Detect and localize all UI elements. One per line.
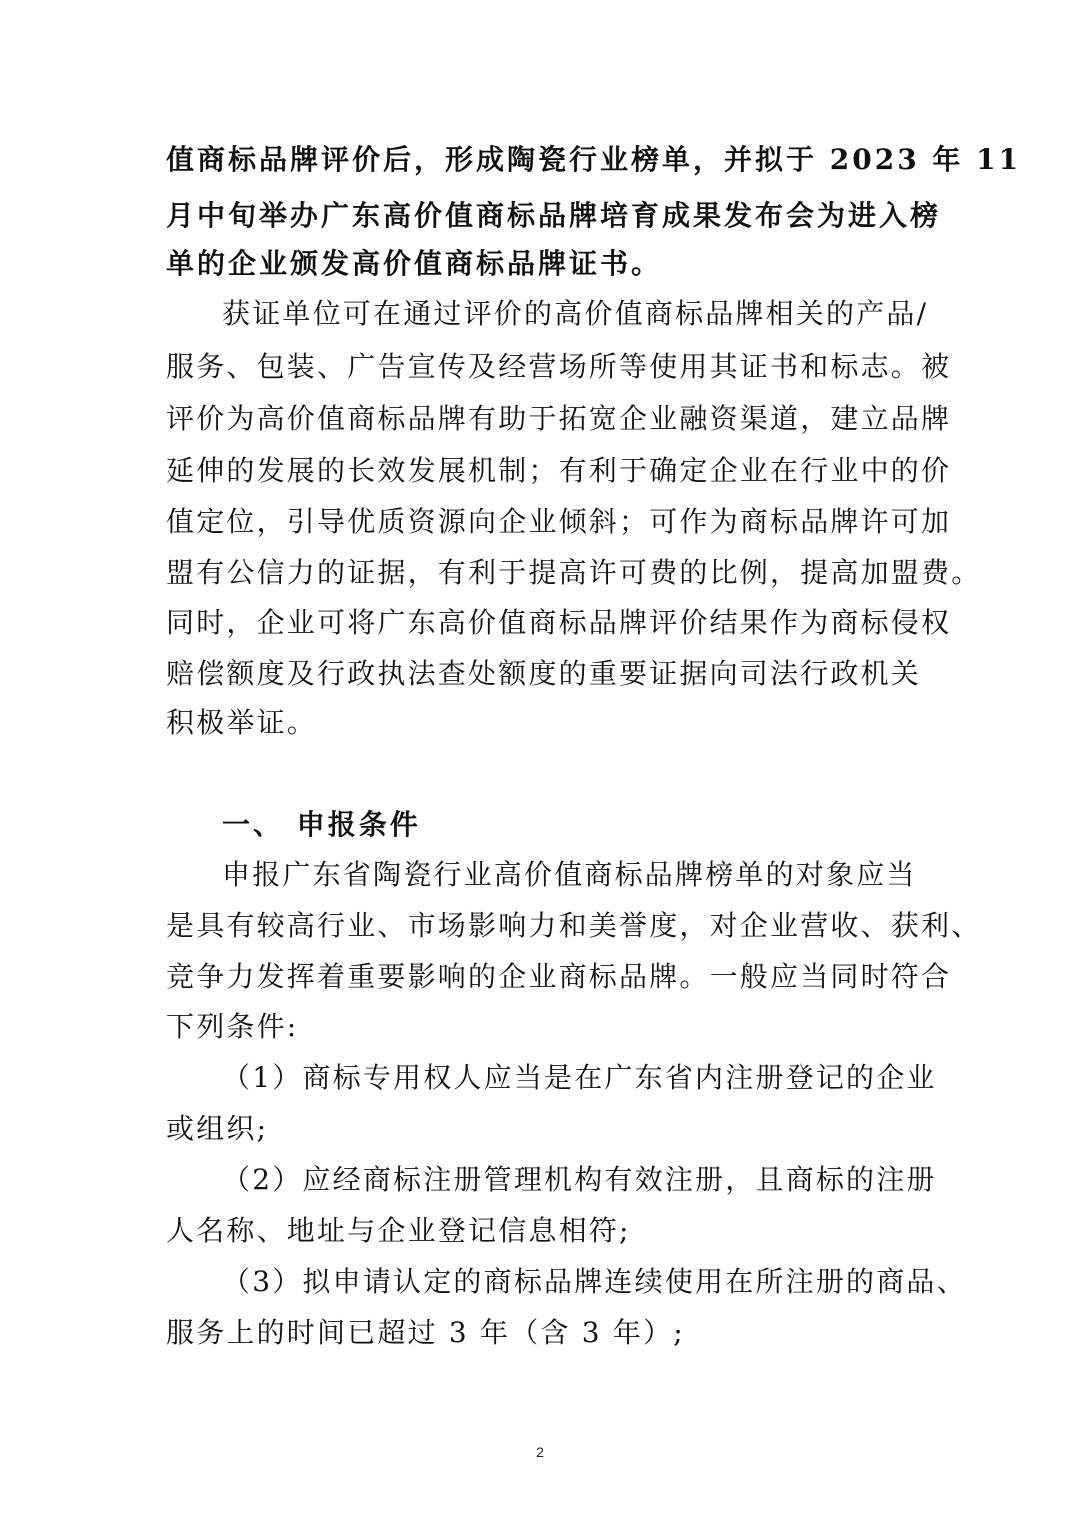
page-number: 2 xyxy=(536,1444,544,1460)
benefits-line-4: 延伸的发展的长效发展机制；有利于确定企业在行业中的价 xyxy=(166,454,952,487)
benefits-line-9: 积极举证。 xyxy=(166,706,318,739)
condition-item-3-line-2: 服务上的时间已超过 3 年（含 3 年）; xyxy=(166,1316,685,1349)
benefits-line-5: 值定位，引导优质资源向企业倾斜；可作为商标品牌许可加 xyxy=(166,505,952,538)
benefits-line-7: 同时，企业可将广东高价值商标品牌评价结果作为商标侵权 xyxy=(166,606,952,639)
conditions-intro-line-4: 下列条件: xyxy=(166,1010,299,1043)
intro-line-3: 单的企业颁发高价值商标品牌证书。 xyxy=(166,247,663,280)
intro-line-1: 值商标品牌评价后，形成陶瓷行业榜单，并拟于 2023 年 11 xyxy=(166,143,1022,176)
benefits-line-1: 获证单位可在通过评价的高价值商标品牌相关的产品/ xyxy=(222,297,929,330)
conditions-intro-line-1: 申报广东省陶瓷行业高价值商标品牌榜单的对象应当 xyxy=(222,858,917,891)
intro-line-2: 月中旬举办广东高价值商标品牌培育成果发布会为进入榜 xyxy=(166,199,942,232)
condition-item-1-line-2: 或组织; xyxy=(166,1112,269,1145)
condition-item-2-line-2: 人名称、地址与企业登记信息相符; xyxy=(166,1214,631,1247)
benefits-line-2: 服务、包装、广告宣传及经营场所等使用其证书和标志。被 xyxy=(166,350,952,383)
section-heading: 一、 申报条件 xyxy=(222,808,421,841)
condition-item-1-line-1: （1）商标专用权人应当是在广东省内注册登记的企业 xyxy=(222,1061,937,1094)
conditions-intro-line-2: 是具有较高行业、市场影响力和美誉度，对企业营收、获利、 xyxy=(166,909,982,942)
benefits-line-8: 赔偿额度及行政执法查处额度的重要证据向司法行政机关 xyxy=(166,657,922,690)
benefits-line-6: 盟有公信力的证据，有利于提高许可费的比例，提高加盟费。 xyxy=(166,556,982,589)
conditions-intro-line-3: 竞争力发挥着重要影响的企业商标品牌。一般应当同时符合 xyxy=(166,960,952,993)
benefits-line-3: 评价为高价值商标品牌有助于拓宽企业融资渠道，建立品牌 xyxy=(166,402,952,435)
condition-item-2-line-1: （2）应经商标注册管理机构有效注册，且商标的注册 xyxy=(222,1163,937,1196)
condition-item-3-line-1: （3）拟申请认定的商标品牌连续使用在所注册的商品、 xyxy=(222,1265,967,1298)
